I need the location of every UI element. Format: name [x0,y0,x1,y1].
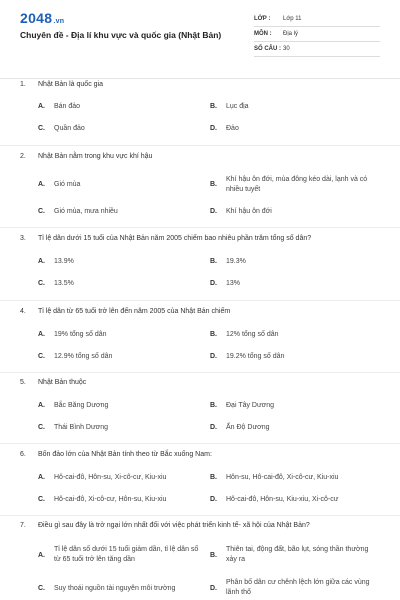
question-stem: 5. Nhật Bản thuộc [20,379,87,386]
site-logo[interactable] [20,10,64,26]
question-stem: 4. Tỉ lệ dân từ 65 tuổi trở lên đến năm 2005 của Nhật Bản chiếm [20,308,231,315]
question-count-value: 30 [283,46,290,52]
question-stem: 1. Nhật Bản là quốc gia [20,81,103,88]
grade-value: Lớp 11 [283,16,302,22]
divider [254,26,380,27]
grade-label: LỚP : [254,16,271,22]
subject-value: Địa lý [283,31,299,37]
question-stem: 3. Tỉ lệ dân dưới 15 tuổi của Nhật Bản năm 2005 chiếm bao nhiêu phần trăm tổng số dân? [20,235,312,242]
question-count-label: SỐ CÂU : [254,46,281,52]
divider [0,515,400,516]
divider [0,372,400,373]
question-stem: 7. Điều gì sau đây là trở ngại lớn nhất đối với việc phát triển kinh tế- xã hội của Nhật Bản? [20,522,310,529]
divider [0,443,400,444]
divider [254,56,380,57]
logo-suffix: .vn [53,18,65,25]
divider [0,145,400,146]
question-stem: 6. Bốn đảo lớn của Nhật Bản tính theo từ Bắc xuống Nam: [20,451,212,458]
subject-label: MÔN : [254,31,272,37]
worksheet-header [0,0,400,78]
divider [254,41,380,42]
worksheet-page: 2048.vn Chuyên đề - Địa lí khu vực và quốc gia (Nhật Bản) LỚP : Lớp 11 MÔN : Địa lý SỐ CÂU : 30 1. Nhật Bản là quốc gia A. Bán đảo B. Lục địa C. Quần đảo D. Đảo 2. Nhật Bản nằm trong khu vực khí hậu A. Gió mùa B. Khí hậu ôn đới, mùa đông kéo dài, lạnh và có nhiều tuyết C. Gió mùa, mưa nhiều D. Khí hậu ôn đới 3. Tỉ lệ dân dưới 15 tuổi của Nhật Bản năm 2005 chiếm bao nhiêu phần trăm tổng số dân? A. 13.9% B. 19.3% C. 13.5% D. 13% 4. Tỉ lệ dân từ 65 tuổi trở lên đến năm 2005 của Nhật Bản chiếm A. 19% tổng số dân B. 12% tổng số dân C. 12.9% tổng số dân D. 19.2% tổng số dân 5. Nhật Bản thuộc A. Bắc Băng Dương B. Đại Tây Dương C. Thái Bình Dương D. Ấn Độ Dương 6. Bốn đảo lớn của Nhật Bản tính theo từ Bắc xuống Nam: A. Hô-cai-đô, Hôn-su, Xi-cô-cư, Kiu-xiu B. Hôn-su, Hô-cai-đô, Xi-cô-cư, Kiu-xiu C. Hô-cai-đô, Xi-cô-cư, Hôn-su, Kiu-xiu D. Hô-cai-đô, Hôn-su, Kiu-xiu, Xi-cô-cư 7. Điều gì sau đây là trở ngại lớn nhất đối với việc phát triển kinh tế- xã hội của Nhật Bản? A. Tỉ lệ dân số dưới 15 tuổi giảm dần, tỉ lệ dân số từ 65 tuổi trở lên tăng dần B. Thiên tai, động đất, bão lụt, sóng thần thường xảy ra C. Suy thoái nguồn tài nguyên môi trường D. Phân bố dân cư chênh lệch lớn giữa các vùng lãnh thổ [0,0,400,600]
page-title: Chuyên đề - Địa lí khu vực và quốc gia (Nhật Bản) [20,30,222,40]
question-stem: 2. Nhật Bản nằm trong khu vực khí hậu [20,153,153,160]
header-divider [0,78,400,79]
divider [0,227,400,228]
logo-text: 2048 [20,10,53,26]
divider [0,300,400,301]
